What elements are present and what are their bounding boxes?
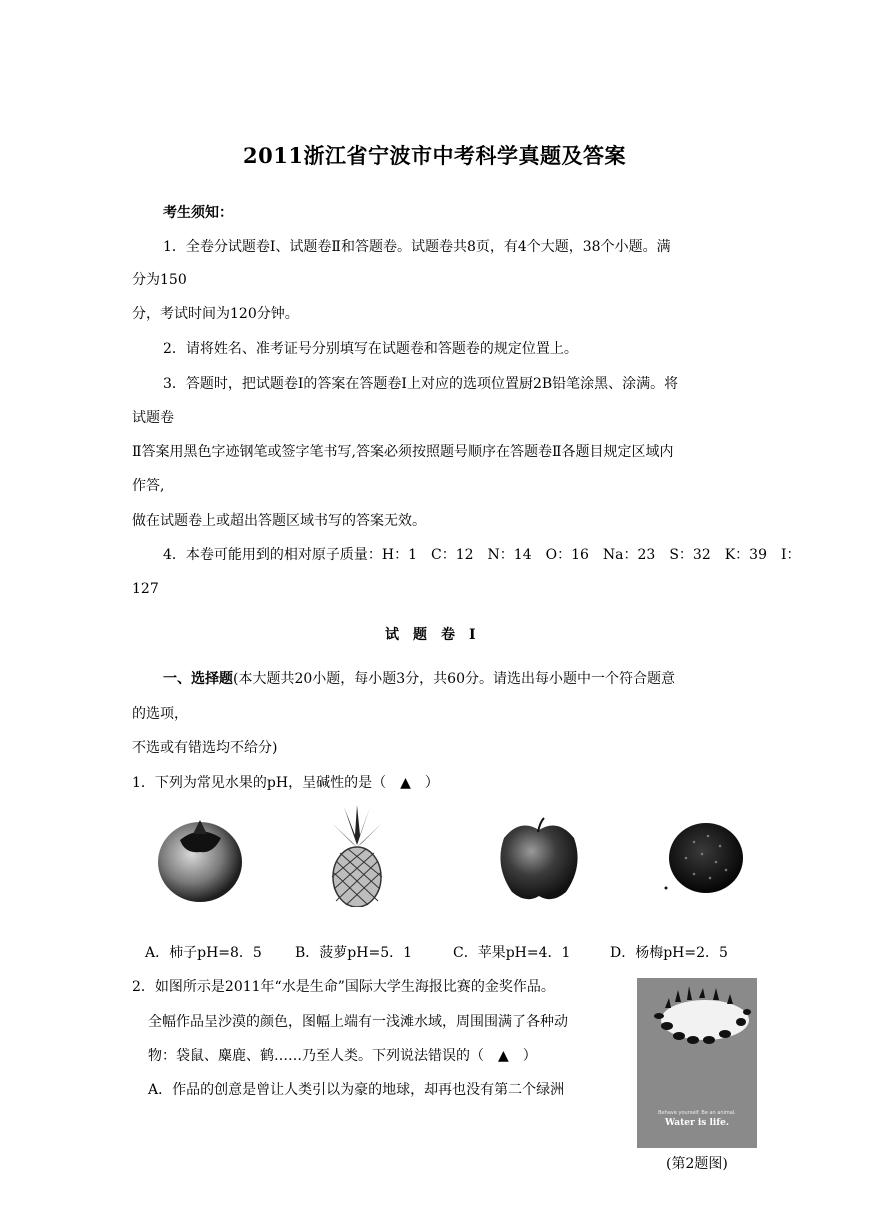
part1-heading: 一、选择题 xyxy=(163,671,233,687)
bayberry-image xyxy=(664,820,746,900)
q2-line: 物：袋鼠、麋鹿、鹤……乃至人类。下列说法错误的（ ▲ ） xyxy=(148,1048,537,1064)
notice-line: 作答, xyxy=(132,478,165,494)
q2-line: 全幅作品呈沙漠的颜色，图幅上端有一浅滩水域，周围围满了各种动 xyxy=(148,1014,568,1030)
notice-line: 1．全卷分试题卷Ⅰ、试题卷Ⅱ和答题卷。试题卷共8页，有4个大题，38个小题。满 xyxy=(163,239,671,255)
persimmon-image xyxy=(155,812,245,904)
q2-line: A．作品的创意是曾让人类引以为豪的地球，却再也没有第二个绿洲 xyxy=(148,1082,565,1098)
q1-option-c: C．苹果pH=4．1 xyxy=(453,945,571,961)
poster-big-text: Water is life. xyxy=(664,1118,730,1128)
notice-heading: 考生须知： xyxy=(163,205,233,221)
q1-option-a: A．柿子pH=8．5 xyxy=(145,945,262,961)
section-title: 试 题 卷 Ⅰ xyxy=(385,627,476,643)
notice-line: 127 xyxy=(132,581,159,597)
apple-image xyxy=(498,816,580,902)
notice-line: 做在试题卷上或超出答题区域书写的答案无效。 xyxy=(132,513,426,529)
poster-image xyxy=(637,978,757,1148)
notice-line: 试题卷 xyxy=(132,410,174,426)
notice-line: Ⅱ答案用黑色字迹钢笔或签字笔书写,答案必须按照题号顺序在答题卷Ⅱ各题目规定区域内 xyxy=(132,444,674,460)
part1-desc-line: 的选项， xyxy=(132,706,188,722)
page-title: 2011浙江省宁波市中考科学真题及答案 xyxy=(243,143,626,168)
notice-line: 分，考试时间为120分钟。 xyxy=(132,306,299,322)
q1-stem: 1．下列为常见水果的pH，呈碱性的是（ ▲ ） xyxy=(132,775,439,791)
q2-line: 2．如图所示是2011年“水是生命”国际大学生海报比赛的金奖作品。 xyxy=(132,979,555,995)
q1-option-b: B．菠萝pH=5．1 xyxy=(295,945,413,961)
part1-desc: (本大题共20小题，每小题3分，共60分。请选出每小题中一个符合题意 xyxy=(233,671,675,687)
notice-line: 2．请将姓名、准考证号分别填写在试题卷和答题卷的规定位置上。 xyxy=(163,341,578,357)
notice-line: 分为150 xyxy=(132,272,187,288)
part1-desc-line: 不选或有错选均不给分) xyxy=(132,740,278,756)
notice-line: 4．本卷可能用到的相对原子质量：H：1 C：12 N：14 O：16 Na：23 S：32 K：39 I： xyxy=(163,547,801,563)
pineapple-image xyxy=(322,805,392,907)
poster-small-text: Behave yourself. Be an animal. xyxy=(658,1110,736,1116)
notice-line: 3．答题时，把试题卷Ⅰ的答案在答题卷Ⅰ上对应的选项位置厨2B铅笔涂黑、涂满。将 xyxy=(163,376,679,392)
q1-option-d: D．杨梅pH=2．5 xyxy=(610,945,728,961)
figure-caption: (第2题图) xyxy=(666,1156,728,1172)
part1-intro xyxy=(163,670,675,688)
